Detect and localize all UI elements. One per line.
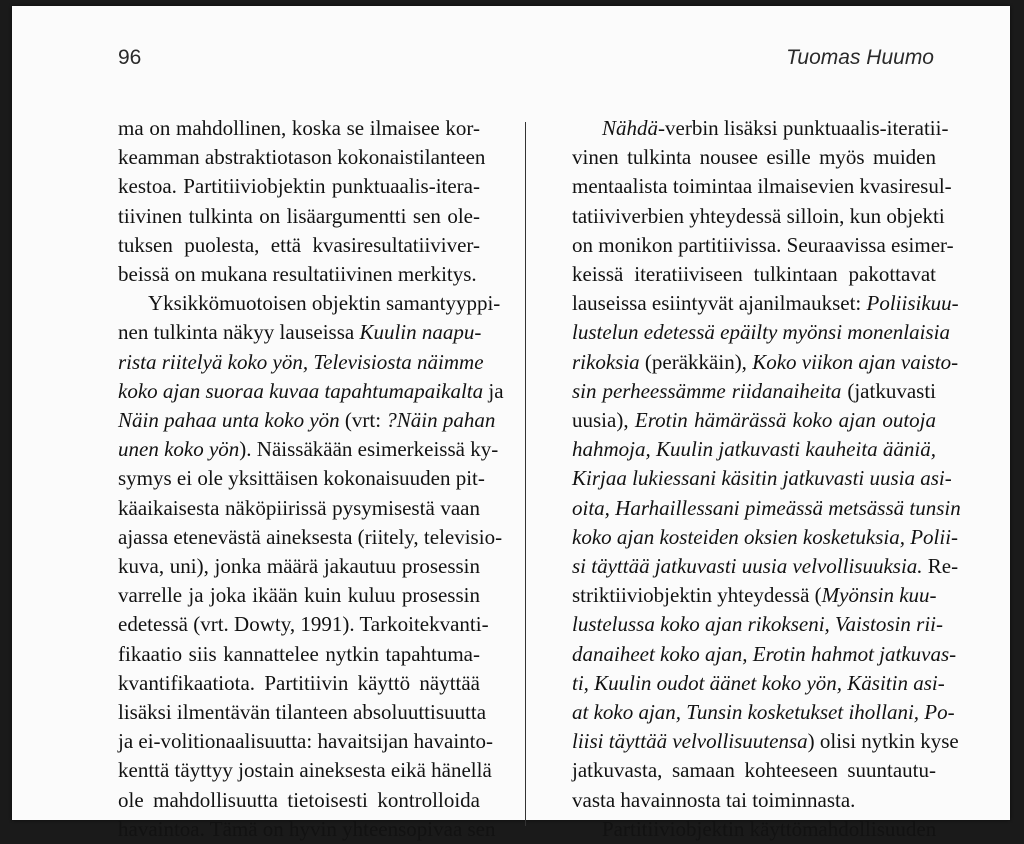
text-line xyxy=(572,523,959,552)
text-line xyxy=(118,552,480,581)
body-text: (jatkuvasti xyxy=(841,378,936,403)
text-line xyxy=(572,464,952,493)
text-line xyxy=(118,406,496,435)
text-line xyxy=(118,786,480,815)
text-line xyxy=(118,377,504,406)
body-text: Partitiiviobjektin käyttömahdollisuuden xyxy=(602,816,937,841)
body-text: ma on mahdollinen, koska se ilmaisee kor- xyxy=(118,116,480,140)
text-line xyxy=(572,348,959,377)
body-text: keissä iteratiiviseen tulkintaan pakottavat xyxy=(572,262,936,287)
body-text: ). Näissäkään esimerkeissä ky- xyxy=(239,437,499,462)
text-line xyxy=(572,318,950,347)
text-line xyxy=(572,260,936,289)
body-text: havaintoa. Tämä on hyvin yhteensopivaa sen xyxy=(118,816,496,841)
body-text: -verbin lisäksi punktuaalis-iteratii- xyxy=(658,116,949,140)
body-text: (vrt: xyxy=(339,408,387,433)
italic-example-text: lustelun edetessä epäilty myönsi monenlaisia xyxy=(572,320,950,345)
text-line xyxy=(572,406,936,435)
text-line xyxy=(118,640,480,669)
text-line xyxy=(572,231,954,260)
italic-example-text: hahmoja, Kuulin jatkuvasti kauheita ääniä, xyxy=(572,437,936,462)
body-text: kestoa. Partitiiviobjektin punktuaalis-itera- xyxy=(118,174,480,199)
body-text: tiivinen tulkinta on lisäargumentti sen ole- xyxy=(118,203,480,228)
text-line xyxy=(572,610,943,639)
text-line xyxy=(572,494,961,523)
running-head-author: Tuomas Huumo xyxy=(786,46,934,69)
text-line xyxy=(572,581,936,610)
italic-example-text: liisi täyttää velvollisuutensa xyxy=(572,729,808,754)
italic-example-text: Kirjaa lukiessani käsitin jatkuvasti uusia asi- xyxy=(572,466,952,491)
body-text: uusia), xyxy=(572,408,635,433)
italic-example-text: ti, Kuulin oudot äänet koko yön, Käsitin asi- xyxy=(572,670,945,695)
text-line xyxy=(572,114,949,143)
text-line xyxy=(572,289,959,318)
page-header xyxy=(118,46,934,76)
italic-example-text: Koko viikon ajan vaisto- xyxy=(752,349,959,374)
body-text: fikaatio siis kannattelee nytkin tapahtuma- xyxy=(118,641,480,666)
text-line xyxy=(118,464,485,493)
italic-example-text: Nähdä xyxy=(602,116,659,140)
italic-example-text: rista riitelyä koko yön, Televisiosta näimme xyxy=(118,349,484,374)
text-line xyxy=(572,815,936,844)
text-line xyxy=(572,552,959,581)
italic-example-text: Myönsin kuu- xyxy=(821,583,937,608)
text-line xyxy=(572,143,936,172)
text-line xyxy=(118,172,480,201)
body-text: Re- xyxy=(922,554,959,579)
column-divider xyxy=(525,122,526,826)
text-line xyxy=(572,172,952,201)
body-text: jatkuvasta, samaan kohteeseen suuntautu- xyxy=(572,758,936,783)
text-line xyxy=(572,727,959,756)
italic-example-text: rikoksia xyxy=(572,349,640,374)
body-text: lisäksi ilmentävän tilanteen absoluuttisuutta xyxy=(118,700,487,725)
body-text: beissä on mukana resultatiivinen merkitys. xyxy=(118,262,477,287)
body-text: varrelle ja joka ikään kuin kuluu prosessin xyxy=(118,583,480,608)
italic-example-text: unen koko yön xyxy=(118,437,240,462)
italic-example-text: Poliisikuu- xyxy=(866,291,959,316)
italic-example-text: lustelussa koko ajan rikokseni, Vaistosin rii- xyxy=(572,612,943,637)
text-line xyxy=(118,435,499,464)
text-line xyxy=(572,698,955,727)
italic-example-text: at koko ajan, Tunsin kosketukset ihollani, Po- xyxy=(572,700,955,725)
body-text: keamman abstraktiotason kokonaistilanteen xyxy=(118,145,486,170)
book-page xyxy=(12,6,1010,841)
body-text: tuksen puolesta, että kvasiresultatiiviver- xyxy=(118,232,480,257)
body-text: mentaalista toimintaa ilmaisevien kvasiresul- xyxy=(572,174,952,199)
body-text: Yksikkömuotoisen objektin samantyyppi- xyxy=(148,291,501,316)
text-line xyxy=(118,669,480,698)
text-line xyxy=(118,202,480,231)
body-text: edetessä (vrt. Dowty, 1991). Tarkoitekvanti- xyxy=(118,612,489,637)
body-text: ajassa etenevästä aineksesta (riitely, televisio- xyxy=(118,524,503,549)
body-text: (peräkkäin), xyxy=(639,349,753,374)
body-text: ja xyxy=(483,378,504,403)
text-line xyxy=(118,348,484,377)
text-line xyxy=(572,202,945,231)
left-text-column xyxy=(118,114,504,844)
text-line xyxy=(572,786,936,815)
text-line xyxy=(572,377,936,406)
text-line xyxy=(118,143,486,172)
italic-example-text: si täyttää jatkuvasti uusia velvollisuuksia. xyxy=(572,554,923,579)
text-line xyxy=(572,756,936,785)
body-text: striktiiviobjektin yhteydessä ( xyxy=(572,583,822,608)
text-line xyxy=(118,494,480,523)
text-line xyxy=(118,289,501,318)
text-line xyxy=(572,435,936,464)
body-text: symys ei ole yksittäisen kokonaisuuden pit- xyxy=(118,466,485,491)
body-text: kvantifikaatiota. Partitiivin käyttö näyttää xyxy=(118,670,480,695)
body-text: kenttä täyttyy jostain aineksesta eikä hänellä xyxy=(118,758,492,783)
body-text: on monikon partitiivissa. Seuraavissa esimer- xyxy=(572,232,954,257)
text-line xyxy=(118,581,480,610)
body-text: tatiiviverbien yhteydessä silloin, kun objekti xyxy=(572,203,945,228)
body-text: ) olisi nytkin kyse xyxy=(807,729,959,754)
text-line xyxy=(118,231,480,260)
text-line xyxy=(572,669,945,698)
body-text: vinen tulkinta nousee esille myös muiden xyxy=(572,145,936,170)
body-text: lauseissa esiintyvät ajanilmaukset: xyxy=(572,291,867,316)
right-text-column xyxy=(572,114,961,844)
text-line xyxy=(118,523,503,552)
italic-example-text: oita, Harhaillessani pimeässä metsässä tunsin xyxy=(572,495,961,520)
italic-example-text: Näin pahaa unta koko yön xyxy=(118,408,340,433)
italic-example-text: ?Näin pahan xyxy=(386,408,496,433)
text-line xyxy=(118,610,489,639)
text-line xyxy=(118,318,480,347)
body-text: kuva, uni), jonka määrä jakautuu prosessin xyxy=(118,554,480,579)
body-text: ole mahdollisuutta tietoisesti kontrolloida xyxy=(118,787,480,812)
italic-example-text: Erotin hämärässä koko ajan outoja xyxy=(634,408,937,433)
body-text: vasta havainnosta tai toiminnasta. xyxy=(572,787,856,812)
italic-example-text: koko ajan suoraa kuvaa tapahtumapaikalta xyxy=(118,378,484,403)
text-line xyxy=(118,756,492,785)
text-line xyxy=(118,698,487,727)
text-line xyxy=(118,727,493,756)
text-line xyxy=(572,640,957,669)
italic-example-text: koko ajan kosteiden oksien kosketuksia, Polii- xyxy=(572,524,959,549)
text-line xyxy=(118,815,496,844)
body-text: ja ei-volitionaalisuutta: havaitsijan havainto- xyxy=(118,729,493,754)
text-line xyxy=(118,114,480,143)
italic-example-text: sin perheessämme riidanaiheita xyxy=(572,378,842,403)
italic-example-text: Kuulin naapu- xyxy=(359,320,482,345)
body-text: nen tulkinta näkyy lauseissa xyxy=(118,320,360,345)
page-number: 96 xyxy=(118,46,142,69)
text-line xyxy=(118,260,480,289)
italic-example-text: danaiheet koko ajan, Erotin hahmot jatkuvas- xyxy=(572,641,957,666)
body-text: käaikaisesta näköpiirissä pysymisestä vaan xyxy=(118,495,480,520)
